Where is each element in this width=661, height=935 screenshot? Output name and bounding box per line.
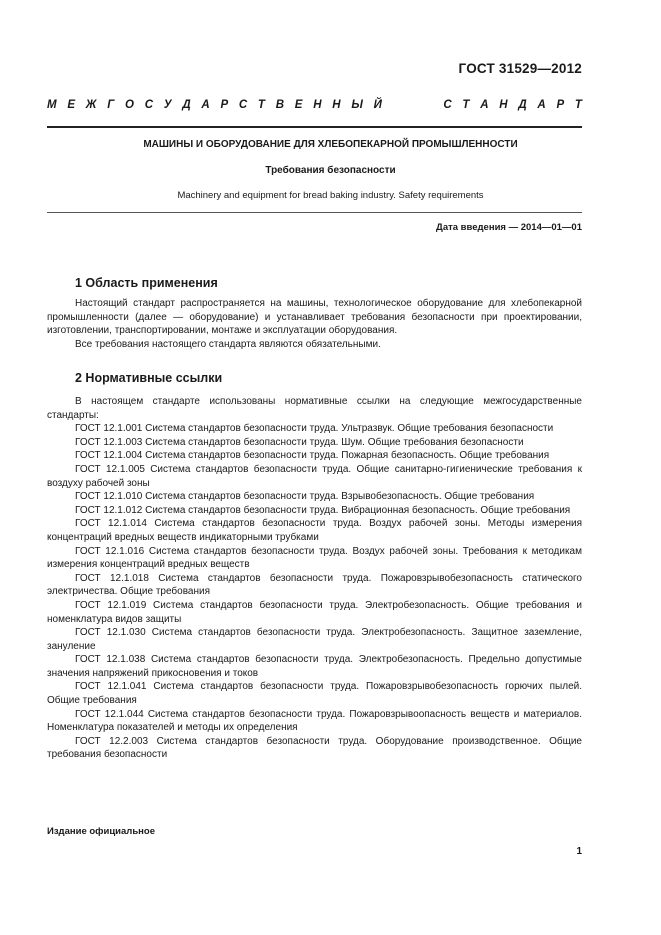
banner-letter: М — [47, 99, 57, 111]
reference-item: ГОСТ 12.1.038 Система стандартов безопасности труда. Электробезопасность. Предельно допустимые значения напряжений прикосновения и токов — [47, 654, 582, 679]
banner-letter: А — [480, 99, 489, 111]
standard-banner — [47, 99, 582, 111]
banner-letter: А — [537, 99, 546, 111]
banner-letter: Р — [556, 99, 565, 111]
section-body-references — [47, 395, 582, 762]
banner-letter: С — [238, 99, 248, 111]
banner-word-gap — [393, 99, 433, 111]
page-number: 1 — [576, 846, 582, 857]
reference-item: ГОСТ 12.1.005 Система стандартов безопасности труда. Общие санитарно-гигиенические требования к воздуху рабочей зоны — [47, 463, 582, 489]
banner-letter: Ж — [85, 99, 97, 111]
reference-item: ГОСТ 12.1.003 Система стандартов безопасности труда. Шум. Общие требования безопасности — [75, 436, 524, 448]
banner-letter: С — [443, 99, 452, 111]
banner-letter: Е — [294, 99, 303, 111]
official-edition-label: Издание официальное — [47, 826, 155, 837]
banner-letter: Т — [462, 99, 470, 111]
paragraph: В настоящем стандарте использованы нормативные ссылки на следующие межгосударственные стандарты: — [47, 396, 582, 421]
banner-letter: Т — [257, 99, 265, 111]
banner-letter: Д — [518, 99, 527, 111]
introduction-date: Дата введения — 2014—01—01 — [436, 222, 582, 233]
banner-letter: А — [201, 99, 210, 111]
banner-letter: С — [144, 99, 154, 111]
reference-item: ГОСТ 12.1.016 Система стандартов безопасности труда. Воздух рабочей зоны. Требования к методикам измерения концентраций вредных веществ — [47, 545, 582, 571]
banner-letter: О — [125, 99, 134, 111]
reference-item: ГОСТ 12.1.001 Система стандартов безопасности труда. Ультразвук. Общие требования безопасности — [75, 423, 554, 435]
top-rule — [47, 126, 582, 128]
section-heading-scope: 1 Область применения — [75, 276, 218, 290]
reference-item: ГОСТ 12.1.041 Система стандартов безопасности труда. Пожаровзрывобезопасность горючих пылей. Общие требования — [47, 681, 582, 707]
banner-letter: Е — [67, 99, 76, 111]
banner-letter: У — [163, 99, 172, 111]
reference-item: ГОСТ 12.1.030 Система стандартов безопасности труда. Электробезопасность. Защитное заземление, зануление — [47, 627, 582, 652]
banner-letter: Н — [313, 99, 322, 111]
banner-letter: Р — [220, 99, 229, 111]
reference-item: ГОСТ 12.1.004 Система стандартов безопасности труда. Пожарная безопасность. Общие требования — [75, 450, 550, 462]
banner-letter: Д — [182, 99, 191, 111]
banner-letter: Г — [107, 99, 115, 111]
banner-letter: Н — [332, 99, 341, 111]
paragraph: Настоящий стандарт распространяется на машины, технологическое оборудование для хлебопекарной промышленности (далее — оборудование) и устанавливает требования безопасности при проектировании, изготовлении, транспортировании, монтаже и эксплуатации оборудования. — [47, 298, 582, 337]
document-title: МАШИНЫ И ОБОРУДОВАНИЕ ДЛЯ ХЛЕБОПЕКАРНОЙ ПРОМЫШЛЕННОСТИ — [143, 139, 518, 150]
middle-rule — [47, 212, 582, 213]
reference-item: ГОСТ 12.1.018 Система стандартов безопасности труда. Пожаровзрывобезопасность статического электричества. Общие требования — [47, 572, 582, 598]
document-subtitle: Требования безопасности — [265, 165, 396, 176]
document-title-english: Machinery and equipment for bread baking industry. Safety requirements — [177, 190, 484, 201]
reference-item: ГОСТ 12.1.012 Система стандартов безопасности труда. Вибрационная безопасность. Общие требования — [75, 504, 571, 516]
banner-letter: Н — [499, 99, 508, 111]
reference-item: ГОСТ 12.1.019 Система стандартов безопасности труда. Электробезопасность. Общие требования и номенклатура видов защиты — [47, 599, 582, 625]
banner-letter: В — [275, 99, 285, 111]
banner-letter: Й — [373, 99, 382, 111]
document-id: ГОСТ 31529—2012 — [458, 61, 582, 76]
banner-letter: Т — [574, 99, 582, 111]
banner-letter: Ы — [351, 99, 363, 111]
section-body-scope — [47, 297, 582, 351]
section-heading-references: 2 Нормативные ссылки — [75, 371, 223, 385]
paragraph: Все требования настоящего стандарта являются обязательными. — [75, 338, 381, 350]
reference-item: ГОСТ 12.1.014 Система стандартов безопасности труда. Воздух рабочей зоны. Методы измерения концентраций вредных веществ индикаторными трубками — [47, 518, 582, 543]
reference-item: ГОСТ 12.1.044 Система стандартов безопасности труда. Пожаровзрывоопасность веществ и материалов. Номенклатура показателей и методы их определения — [47, 708, 582, 734]
reference-item: ГОСТ 12.2.003 Система стандартов безопасности труда. Оборудование производственное. Общие требования безопасности — [47, 735, 582, 761]
reference-item: ГОСТ 12.1.010 Система стандартов безопасности труда. Взрывобезопасность. Общие требования — [75, 491, 535, 503]
